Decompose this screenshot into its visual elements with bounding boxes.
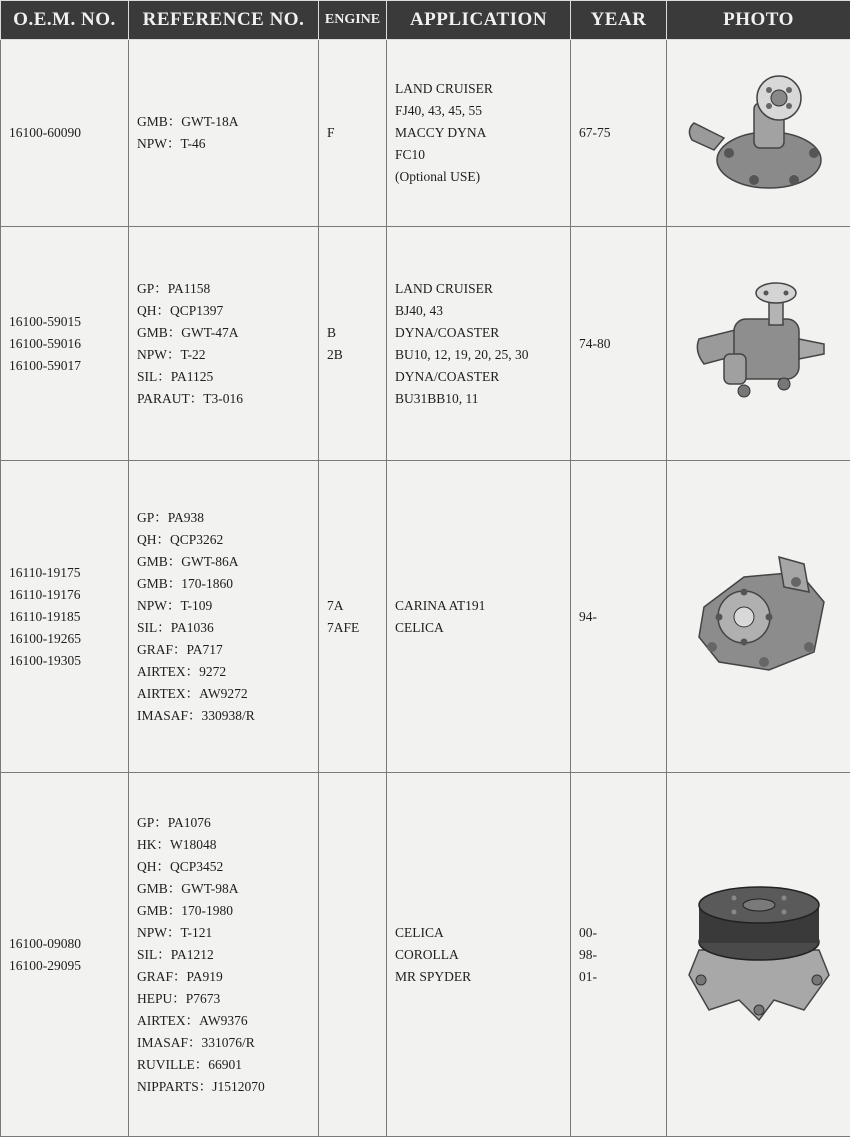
reference-number: NPW：T-121 — [137, 922, 310, 944]
year-cell — [571, 227, 667, 461]
application-line: BJ40, 43 — [395, 300, 562, 322]
application-cell — [387, 461, 571, 773]
reference-number: AIRTEX：AW9272 — [137, 683, 310, 705]
photo-cell — [667, 461, 850, 773]
table-row — [1, 227, 850, 461]
application-line: FC10 — [395, 144, 562, 166]
photo-cell — [667, 773, 850, 1137]
reference-number: NPW：T-22 — [137, 344, 310, 366]
year-range: 01- — [579, 966, 658, 988]
year-range: 00- — [579, 922, 658, 944]
oem-number: 16100-29095 — [9, 955, 120, 977]
engine-cell — [319, 461, 387, 773]
water-pump-photo — [684, 552, 834, 682]
reference-number: GRAF：PA717 — [137, 639, 310, 661]
oem-number: 16110-19185 — [9, 606, 120, 628]
engine-code: F — [327, 122, 378, 144]
reference-number: GP：PA1158 — [137, 278, 310, 300]
reference-number: AIRTEX：9272 — [137, 661, 310, 683]
oem-cell — [1, 227, 129, 461]
application-cell — [387, 40, 571, 227]
photo-cell — [667, 227, 850, 461]
oem-cell — [1, 40, 129, 227]
year-cell — [571, 773, 667, 1137]
header-year: YEAR — [571, 1, 667, 40]
oem-number: 16100-19305 — [9, 650, 120, 672]
header-oem: O.E.M. NO. — [1, 1, 129, 40]
reference-number: HEPU：P7673 — [137, 988, 310, 1010]
water-pump-photo — [684, 68, 834, 198]
engine-cell — [319, 773, 387, 1137]
engine-cell — [319, 40, 387, 227]
application-line: COROLLA — [395, 944, 562, 966]
reference-number: GP：PA938 — [137, 507, 310, 529]
header-reference: REFERENCE NO. — [129, 1, 319, 40]
year-range: 67-75 — [579, 122, 658, 144]
application-line: DYNA/COASTER — [395, 366, 562, 388]
reference-number: QH：QCP3452 — [137, 856, 310, 878]
reference-number: GMB：GWT-98A — [137, 878, 310, 900]
photo-cell — [667, 40, 850, 227]
header-engine: ENGINE — [319, 1, 387, 40]
reference-number: SIL：PA1212 — [137, 944, 310, 966]
header-application: APPLICATION — [387, 1, 571, 40]
oem-cell — [1, 773, 129, 1137]
application-line: LAND CRUISER — [395, 278, 562, 300]
reference-number: NPW：T-109 — [137, 595, 310, 617]
oem-number: 16100-59015 — [9, 311, 120, 333]
year-range: 94- — [579, 606, 658, 628]
reference-cell — [129, 227, 319, 461]
engine-code: 2B — [327, 344, 378, 366]
reference-number: PARAUT：T3-016 — [137, 388, 310, 410]
reference-number: AIRTEX：AW9376 — [137, 1010, 310, 1032]
oem-number: 16110-19176 — [9, 584, 120, 606]
reference-number: NIPPARTS：J1512070 — [137, 1076, 310, 1098]
year-cell — [571, 461, 667, 773]
reference-number: SIL：PA1125 — [137, 366, 310, 388]
application-line: FJ40, 43, 45, 55 — [395, 100, 562, 122]
table-row — [1, 40, 850, 227]
table-row — [1, 461, 850, 773]
engine-code: B — [327, 322, 378, 344]
application-line: MR SPYDER — [395, 966, 562, 988]
engine-code: 7AFE — [327, 617, 378, 639]
oem-cell — [1, 461, 129, 773]
reference-number: IMASAF：331076/R — [137, 1032, 310, 1054]
oem-number: 16100-59017 — [9, 355, 120, 377]
application-line: MACCY DYNA — [395, 122, 562, 144]
reference-cell — [129, 461, 319, 773]
reference-number: GMB：GWT-47A — [137, 322, 310, 344]
reference-number: GRAF：PA919 — [137, 966, 310, 988]
water-pump-photo — [679, 880, 839, 1030]
application-line: CARINA AT191 — [395, 595, 562, 617]
oem-number: 16100-60090 — [9, 122, 120, 144]
application-line: (Optional USE) — [395, 166, 562, 188]
reference-number: QH：QCP1397 — [137, 300, 310, 322]
application-line: CELICA — [395, 922, 562, 944]
oem-number: 16100-09080 — [9, 933, 120, 955]
reference-number: GMB：GWT-18A — [137, 111, 310, 133]
header-photo: PHOTO — [667, 1, 850, 40]
reference-number: GMB：GWT-86A — [137, 551, 310, 573]
engine-cell — [319, 227, 387, 461]
reference-number: GMB：170-1980 — [137, 900, 310, 922]
year-range: 98- — [579, 944, 658, 966]
oem-number: 16110-19175 — [9, 562, 120, 584]
application-line: BU10, 12, 19, 20, 25, 30 — [395, 344, 562, 366]
oem-number: 16100-59016 — [9, 333, 120, 355]
application-cell — [387, 227, 571, 461]
year-cell — [571, 40, 667, 227]
reference-number: RUVILLE：66901 — [137, 1054, 310, 1076]
reference-cell — [129, 40, 319, 227]
reference-number: HK：W18048 — [137, 834, 310, 856]
reference-number: GMB：170-1860 — [137, 573, 310, 595]
table-row — [1, 773, 850, 1137]
reference-number: NPW：T-46 — [137, 133, 310, 155]
header-row — [1, 1, 850, 40]
reference-number: QH：QCP3262 — [137, 529, 310, 551]
water-pump-photo — [684, 279, 834, 409]
application-line: LAND CRUISER — [395, 78, 562, 100]
application-line: DYNA/COASTER — [395, 322, 562, 344]
reference-number: SIL：PA1036 — [137, 617, 310, 639]
application-cell — [387, 773, 571, 1137]
reference-number: GP：PA1076 — [137, 812, 310, 834]
reference-number: IMASAF：330938/R — [137, 705, 310, 727]
oem-number: 16100-19265 — [9, 628, 120, 650]
engine-code: 7A — [327, 595, 378, 617]
application-line: CELICA — [395, 617, 562, 639]
reference-cell — [129, 773, 319, 1137]
application-line: BU31BB10, 11 — [395, 388, 562, 410]
year-range: 74-80 — [579, 333, 658, 355]
